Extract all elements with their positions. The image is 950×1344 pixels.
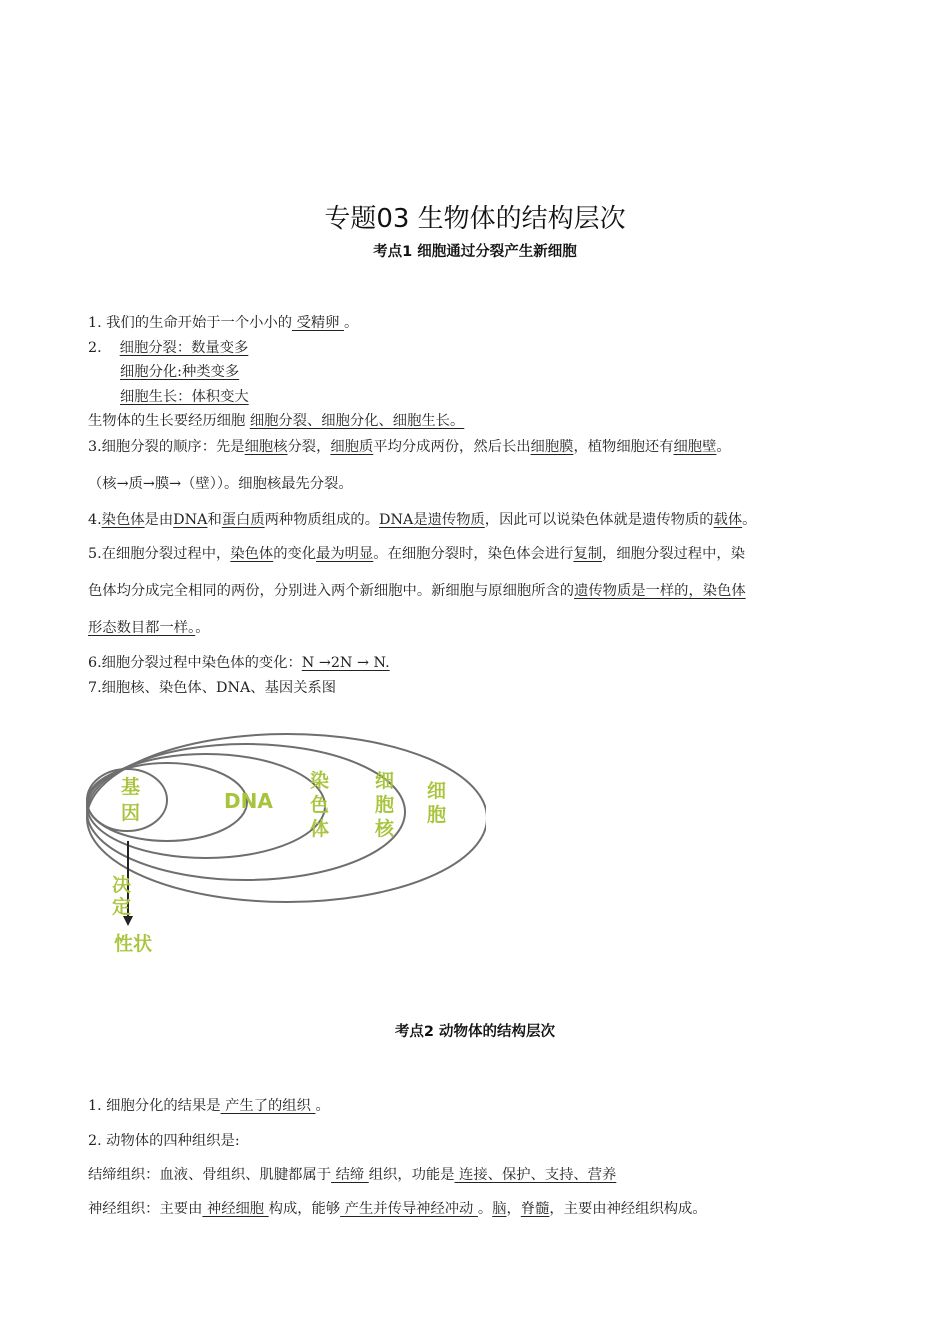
paragraph-2a <box>88 338 248 358</box>
answer-blank: 染色体 <box>101 512 145 528</box>
answer-blank: 产生了的组织 <box>220 1098 316 1114</box>
section-heading-2: 考点2 动物体的结构层次 <box>394 1024 556 1040</box>
section-heading-1: 考点1 细胞通过分裂产生新细胞 <box>373 244 577 260</box>
paragraph-5 <box>88 544 745 564</box>
answer-blank: 形态数目都一样。 <box>88 620 196 636</box>
paragraph-1 <box>88 313 358 333</box>
decide-label-2: 定 <box>112 896 132 918</box>
paragraph-7: 7.细胞核、染色体、DNA、基因关系图 <box>88 680 337 696</box>
text: 结缔组织：血液、骨组织、肌腱都属于 <box>88 1167 332 1183</box>
text: 两种物质组成的。 <box>264 512 380 528</box>
chromosome-label-2: 色 <box>310 794 330 816</box>
answer-blank: 细胞分化:种类变多 <box>120 364 240 380</box>
paragraph-2d <box>88 411 464 431</box>
paragraph-5b <box>88 581 746 601</box>
figure-background <box>86 707 486 959</box>
answer-blank: 蛋白质 <box>221 512 265 528</box>
text: 。 <box>742 512 757 528</box>
text: 1. 细胞分化的结果是 <box>88 1098 221 1114</box>
dna-label: DNA <box>224 789 273 813</box>
answer-blank: 载体 <box>713 512 743 528</box>
answer-blank: 细胞核 <box>244 439 288 455</box>
nucleus-label-3: 核 <box>375 818 395 840</box>
s2-paragraph-3 <box>88 1165 616 1185</box>
text: 。 <box>315 1098 330 1114</box>
answer-blank: 最为明显 <box>316 546 374 562</box>
answer-blank: 细胞分裂、细胞分化、细胞生长。 <box>249 413 465 429</box>
gene-label-2: 因 <box>121 802 141 824</box>
text: 色体均分成完全相同的两份，分别进入两个新细胞中。新细胞与原细胞所含的 <box>88 583 575 599</box>
text: ，植物细胞还有 <box>573 439 674 455</box>
answer-blank: N →2N → N. <box>301 655 390 671</box>
item-number: 2. <box>88 340 102 356</box>
s2-paragraph-2: 2. 动物体的四种组织是: <box>88 1133 240 1149</box>
chromosome-label-1: 染 <box>310 770 330 792</box>
nucleus-label-1: 细 <box>375 770 395 792</box>
answer-blank: 受精卵 <box>292 315 345 331</box>
text: 分裂， <box>287 439 331 455</box>
text: 是由 <box>144 512 174 528</box>
answer-blank: 结缔 <box>331 1167 369 1183</box>
answer-blank: 神经细胞 <box>202 1201 269 1217</box>
answer-blank: 细胞壁 <box>673 439 717 455</box>
text: 。 <box>195 620 210 636</box>
answer-blank: 染色体 <box>230 546 274 562</box>
decide-label-1: 决 <box>112 874 132 896</box>
text: ，因此可以说染色体就是遗传物质的 <box>484 512 714 528</box>
answer-blank: DNA是遗传物质 <box>379 512 485 528</box>
answer-blank: 细胞生长：体积变大 <box>120 389 249 405</box>
text: 和 <box>207 512 222 528</box>
text: 构成，能够 <box>268 1201 341 1217</box>
paragraph-3 <box>88 437 731 457</box>
answer-blank: DNA <box>173 512 208 528</box>
text: 6.细胞分裂过程中染色体的变化： <box>88 655 302 671</box>
text: ， <box>506 1201 521 1217</box>
gene-label-1: 基 <box>121 776 141 798</box>
text: 1. 我们的生命开始于一个小小的 <box>88 315 293 331</box>
relationship-diagram <box>86 707 486 959</box>
answer-blank: 脑 <box>492 1201 507 1217</box>
text: 。 <box>344 315 359 331</box>
cell-label-1: 细 <box>427 780 447 802</box>
text: 神经组织：主要由 <box>88 1201 203 1217</box>
paragraph-3b: （核→质→膜→（壁））。细胞核最先分裂。 <box>88 476 353 492</box>
answer-blank: 产生并传导神经冲动 <box>340 1201 478 1217</box>
nucleus-label-2: 胞 <box>375 794 395 816</box>
paragraph-6 <box>88 653 390 673</box>
text: ，细胞分裂过程中，染 <box>602 546 745 562</box>
answer-blank: 连接、保护、支持、营养 <box>454 1167 617 1183</box>
paragraph-5c <box>88 618 210 638</box>
text: 。 <box>477 1201 493 1217</box>
text: 。 <box>716 439 731 455</box>
nested-ellipses-figure <box>86 707 486 959</box>
text: 的变化 <box>273 546 317 562</box>
answer-blank: 细胞分裂：数量变多 <box>119 340 249 356</box>
text: 4. <box>88 512 102 528</box>
s2-paragraph-1 <box>88 1096 330 1116</box>
text: 组织，功能是 <box>368 1167 455 1183</box>
text: ，主要由神经组织构成。 <box>549 1201 707 1217</box>
page-title: 专题03 生物体的结构层次 <box>324 204 626 234</box>
s2-paragraph-4 <box>88 1199 707 1219</box>
chromosome-label-3: 体 <box>310 818 330 840</box>
trait-label: 性状 <box>114 933 153 955</box>
paragraph-2c <box>120 387 249 407</box>
text: 生物体的生长要经历细胞 <box>88 413 250 429</box>
text: 3.细胞分裂的顺序：先是 <box>88 439 245 455</box>
text: 平均分成两份，然后长出 <box>373 439 531 455</box>
answer-blank: 细胞质 <box>330 439 374 455</box>
cell-label-2: 胞 <box>427 804 447 826</box>
paragraph-2b <box>120 362 239 382</box>
answer-blank: 遗传物质是一样的，染色体 <box>574 583 746 599</box>
answer-blank: 脊髓 <box>520 1201 550 1217</box>
text: 5.在细胞分裂过程中， <box>88 546 231 562</box>
answer-blank: 复制 <box>573 546 603 562</box>
answer-blank: 细胞膜 <box>530 439 574 455</box>
paragraph-4 <box>88 510 756 530</box>
text: 。在细胞分裂时，染色体会进行 <box>373 546 574 562</box>
